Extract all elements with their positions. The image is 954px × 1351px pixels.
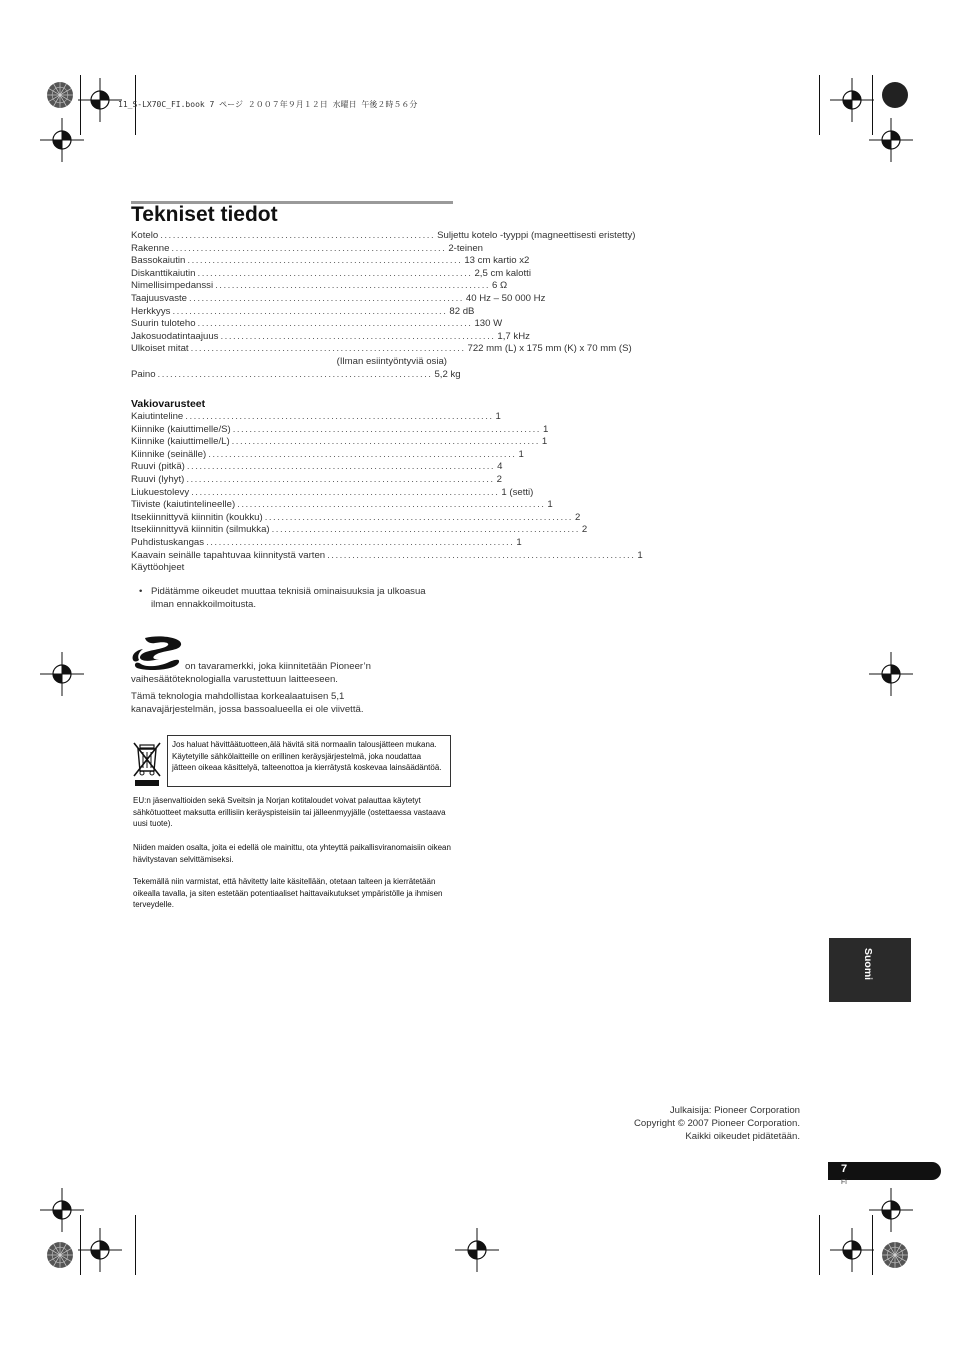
disposal-notice-box: Jos haluat hävittäätuotteen,älä hävitä sitä normaalin talousjätteen mukana. Käytetyille sähkölaitteille on erillinen keräysjärjestelmä, joka noudattaa jätteen oikeaa käsittelyä, talteenottoa ja kierrätystä koskevaa lainsäädäntöä. [167, 735, 451, 787]
registration-crosshair-icon [869, 1188, 913, 1232]
accessory-row: Itsekiinnittyvä kiinnitin (koukku) .......................................................................... 2 [131, 511, 581, 523]
crop-mark [872, 1215, 873, 1275]
phase-control-logo-icon [131, 636, 185, 672]
registration-crosshair-icon [455, 1228, 499, 1272]
spec-row: Paino .................................................................. 5,2 kg [131, 368, 461, 380]
other-countries-paragraph: Niiden maiden osalta, joita ei edellä ole mainittu, ota yhteyttä paikallisviranomaisiin oikean hävitystavan selvittämiseksi. [133, 843, 451, 864]
registration-crosshair-icon [830, 1228, 874, 1272]
crop-mark [872, 75, 873, 135]
accessory-row: Puhdistuskangas .......................................................................... 1 [131, 536, 522, 548]
trademark-line-1: on tavaramerkki, joka kiinnitetään Pioneer’n [185, 661, 371, 672]
accessory-row: Kiinnike (kaiuttimelle/L) .......................................................................... 1 [131, 436, 548, 448]
registration-crosshair-icon [40, 652, 84, 696]
print-header: 11_S-LX70C_FI.book 7 ページ ２００７年９月１２日 水曜日 午後２時５６分 [118, 100, 418, 109]
accessory-row: Tiiviste (kaiutintelineelle) .......................................................................... 1 [131, 499, 553, 511]
spec-row: Herkkyys .................................................................. 82 dB [131, 305, 475, 317]
registration-crosshair-icon [869, 118, 913, 162]
page-title: Tekniset tiedot [131, 203, 278, 226]
page-number-tab [828, 1162, 941, 1180]
crop-mark [819, 1215, 820, 1275]
spec-row: Bassokaiutin .................................................................. 13 cm kartio x2 [131, 255, 530, 267]
registration-crosshair-icon [40, 1188, 84, 1232]
crossed-bin-icon [132, 739, 162, 787]
crop-mark [80, 75, 81, 135]
registration-target-icon [881, 81, 909, 109]
accessory-row: Kiinnike (kaiuttimelle/S) .......................................................................... 1 [131, 423, 549, 435]
accessories-list [131, 411, 643, 575]
registration-crosshair-icon [830, 78, 874, 122]
spec-row: Ulkoiset mitat .................................................................. 722 mm (L) x 175 mm (K) x 70 mm (S) [131, 343, 632, 355]
accessories-heading: Vakiovarusteet [131, 398, 206, 410]
environment-paragraph: Tekemällä niin varmistat, että hävitetty laite käsitellään, otetaan talteen ja kierrätetään oikealla tavalla, ja siten estetään potentiaaliset haittavaikutukset ympäristölle ja ihmisen terveydelle. [133, 877, 443, 909]
registration-target-icon [46, 1241, 74, 1269]
spec-subnote: (Ilman esiintyöntyviä osia) [336, 355, 447, 367]
language-tab [829, 938, 911, 1002]
spec-row: Kotelo .................................................................. Suljettu kotelo -tyyppi (magneettisesti eristetty) [131, 230, 636, 241]
spec-change-note: • Pidätämme oikeudet muuttaa teknisiä ominaisuuksia ja ulkoasua ilman ennakkoilmoitusta. [139, 586, 426, 610]
spec-row: Rakenne .................................................................. 2-teinen [131, 242, 483, 254]
accessory-row: Käyttöohjeet [131, 562, 185, 574]
accessory-row: Ruuvi (pitkä) .......................................................................... 4 [131, 461, 503, 473]
rights-line: Kaikki oikeudet pidätetään. [685, 1131, 800, 1142]
registration-target-icon [46, 81, 74, 109]
registration-crosshair-icon [78, 1228, 122, 1272]
publisher-block [560, 1104, 800, 1143]
technology-paragraph: Tämä teknologia mahdollistaa korkealaatuisen 5,1 kanavajärjestelmän, jossa bassoalueella ei ole viivettä. [131, 691, 364, 715]
accessory-row: Kaiutinteline .......................................................................... 1 [131, 411, 501, 422]
registration-crosshair-icon [78, 78, 122, 122]
accessory-row: Kaavain seinälle tapahtuvaa kiinnitystä varten .......................................................................... 1 [131, 549, 643, 561]
accessory-row: Ruuvi (lyhyt) .......................................................................... 2 [131, 473, 502, 485]
spec-row: Taajuusvaste .................................................................. 40 Hz – 50 000 Hz [131, 292, 546, 304]
trademark-line-2: vaihesäätöteknologialla varustettuun laitteeseen. [131, 674, 338, 685]
eu-disposal-paragraph: EU:n jäsenvaltioiden sekä Sveitsin ja Norjan kotitaloudet voivat palauttaa käytetyt sähkötuotteet maksutta erillisiin keräyspisteisiin tai jälleenmyyjälle (ostettaessa vastaava uusi tuote). [133, 796, 446, 828]
spec-row: Nimellisimpedanssi .................................................................. 6 Ω [131, 280, 508, 292]
page-language-code: Fi [841, 1179, 847, 1186]
crop-mark [80, 1215, 81, 1275]
crop-mark [819, 75, 820, 135]
copyright-line: Copyright © 2007 Pioneer Corporation. [634, 1118, 800, 1129]
accessory-row: Itsekiinnittyvä kiinnitin (silmukka) .......................................................................... 2 [131, 524, 588, 536]
registration-target-icon [881, 1241, 909, 1269]
registration-crosshair-icon [40, 118, 84, 162]
crop-mark [135, 1215, 136, 1275]
spec-row: Diskanttikaiutin .................................................................. 2,5 cm kalotti [131, 267, 531, 279]
specifications-list [131, 230, 636, 381]
spec-row: Jakosuodatintaajuus .................................................................. 1,7 kHz [131, 330, 530, 342]
page-number: 7 [841, 1163, 848, 1175]
bullet-icon: • [139, 586, 143, 597]
accessory-row: Liukuestolevy .......................................................................... 1 (setti) [131, 486, 534, 498]
publisher-line: Julkaisija: Pioneer Corporation [669, 1105, 800, 1116]
language-tab-label: Suomi [862, 948, 874, 981]
accessory-row: Kiinnike (seinälle) .......................................................................... 1 [131, 448, 524, 460]
registration-crosshair-icon [869, 652, 913, 696]
spec-row: Suurin tuloteho .................................................................. 130 W [131, 318, 503, 330]
